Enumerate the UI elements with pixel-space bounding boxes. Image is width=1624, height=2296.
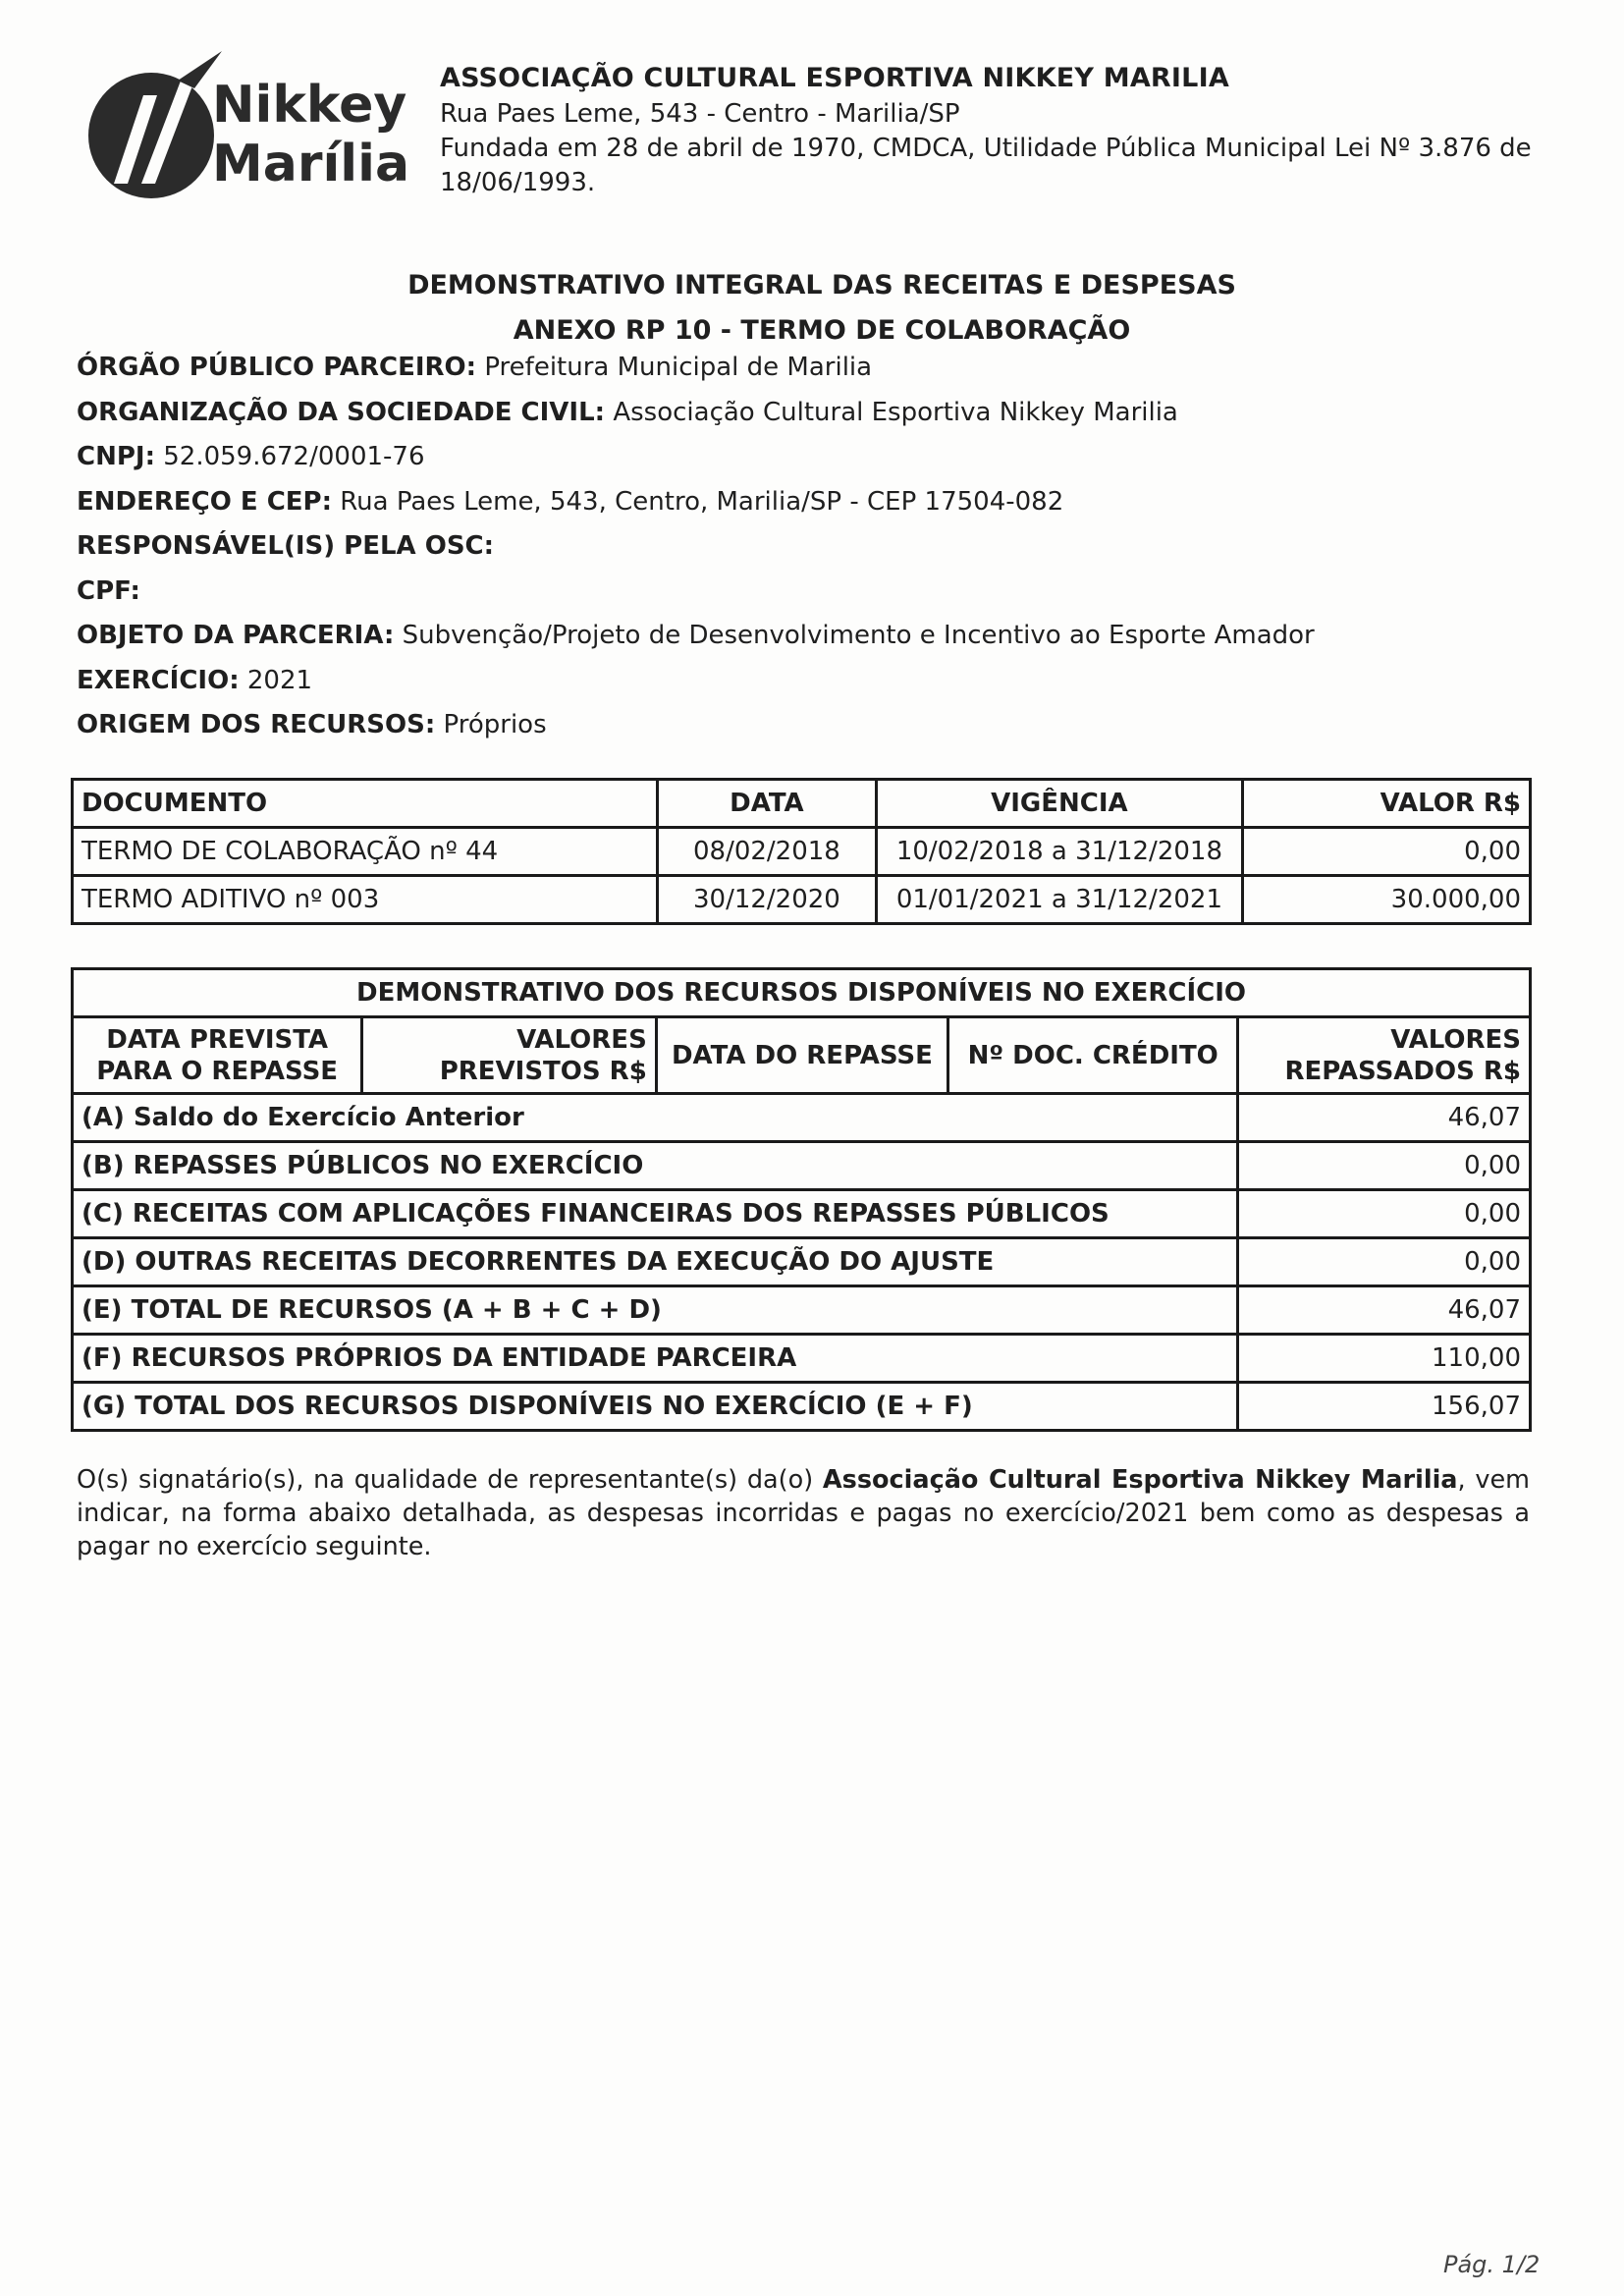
field-label: ORIGEM DOS RECURSOS: bbox=[77, 710, 436, 739]
field-label: CNPJ: bbox=[77, 442, 155, 471]
column-header-line: REPASSADOS R$ bbox=[1284, 1056, 1521, 1086]
document-titles bbox=[0, 263, 1624, 354]
table-row bbox=[73, 1286, 1531, 1335]
field-label: RESPONSÁVEL(IS) PELA OSC: bbox=[77, 531, 495, 561]
table-cell: 08/02/2018 bbox=[657, 828, 877, 876]
resources-table bbox=[71, 967, 1532, 1432]
field-label: EXERCÍCIO: bbox=[77, 665, 240, 695]
table-cell: 01/01/2021 a 31/12/2021 bbox=[877, 876, 1242, 924]
org-header bbox=[440, 63, 1540, 200]
row-label: (A) Saldo do Exercício Anterior bbox=[73, 1094, 1238, 1142]
documents-table bbox=[71, 778, 1532, 925]
nikkey-marilia-logo bbox=[84, 51, 428, 208]
field-value: 52.059.672/0001-76 bbox=[163, 442, 425, 471]
column-header: VIGÊNCIA bbox=[877, 780, 1242, 828]
row-value: 46,07 bbox=[1238, 1094, 1531, 1142]
statement-org-name: Associação Cultural Esportiva Nikkey Marilia bbox=[822, 1465, 1458, 1495]
logo-text-nikkey: Nikkey bbox=[212, 76, 407, 135]
resources-title: DEMONSTRATIVO DOS RECURSOS DISPONÍVEIS NO EXERCÍCIO bbox=[73, 969, 1531, 1017]
row-label: (F) RECURSOS PRÓPRIOS DA ENTIDADE PARCEIRA bbox=[73, 1335, 1238, 1383]
column-header bbox=[73, 1017, 362, 1094]
org-founded-line-2: 18/06/1993. bbox=[440, 168, 596, 197]
row-label: (C) RECEITAS COM APLICAÇÕES FINANCEIRAS DOS REPASSES PÚBLICOS bbox=[73, 1190, 1238, 1238]
table-row bbox=[73, 1142, 1531, 1190]
field-label: OBJETO DA PARCERIA: bbox=[77, 621, 395, 650]
row-value: 110,00 bbox=[1238, 1335, 1531, 1383]
table-header-row bbox=[73, 1017, 1531, 1094]
table-row bbox=[73, 1094, 1531, 1142]
column-header: VALOR R$ bbox=[1242, 780, 1530, 828]
field-value: Próprios bbox=[443, 710, 547, 739]
row-label: (E) TOTAL DE RECURSOS (A + B + C + D) bbox=[73, 1286, 1238, 1335]
logo-text-marilia: Marília bbox=[212, 135, 410, 193]
column-header: DOCUMENTO bbox=[73, 780, 658, 828]
field-cnpj bbox=[77, 435, 1549, 480]
row-label: (G) TOTAL DOS RECURSOS DISPONÍVEIS NO EXERCÍCIO (E + F) bbox=[73, 1383, 1238, 1431]
table-row bbox=[73, 1190, 1531, 1238]
field-value: Rua Paes Leme, 543, Centro, Marilia/SP - CEP 17504-082 bbox=[340, 486, 1064, 517]
table-row bbox=[73, 1335, 1531, 1383]
field-orgao bbox=[77, 346, 1549, 391]
field-label: ÓRGÃO PÚBLICO PARCEIRO: bbox=[77, 353, 477, 382]
field-value: Associação Cultural Esportiva Nikkey Marilia bbox=[613, 397, 1178, 427]
table-cell: 10/02/2018 a 31/12/2018 bbox=[877, 828, 1242, 876]
table-row bbox=[73, 828, 1531, 876]
org-founded-line-1: Fundada em 28 de abril de 1970, CMDCA, Utilidade Pública Municipal Lei Nº 3.876 de bbox=[440, 134, 1532, 163]
row-value: 0,00 bbox=[1238, 1238, 1531, 1286]
table-header-row bbox=[73, 780, 1531, 828]
row-value: 156,07 bbox=[1238, 1383, 1531, 1431]
table-row bbox=[73, 1383, 1531, 1431]
table-cell: 30/12/2020 bbox=[657, 876, 877, 924]
row-value: 46,07 bbox=[1238, 1286, 1531, 1335]
statement-paragraph bbox=[77, 1463, 1530, 1563]
column-header: DATA DO REPASSE bbox=[656, 1017, 947, 1094]
field-cpf bbox=[77, 570, 1549, 615]
field-objeto bbox=[77, 614, 1549, 659]
table-row bbox=[73, 1238, 1531, 1286]
org-address: Rua Paes Leme, 543 - Centro - Marilia/SP bbox=[440, 99, 960, 129]
page-number: Pág. 1/2 bbox=[1443, 2251, 1541, 2278]
field-label: CPF: bbox=[77, 575, 140, 606]
document-title: DEMONSTRATIVO INTEGRAL DAS RECEITAS E DESPESAS bbox=[407, 270, 1236, 301]
field-organizacao bbox=[77, 391, 1549, 436]
column-header-line: DATA PREVISTA bbox=[106, 1024, 329, 1055]
field-label: ENDEREÇO E CEP: bbox=[77, 486, 332, 517]
table-cell: TERMO DE COLABORAÇÃO nº 44 bbox=[73, 828, 658, 876]
field-exercicio bbox=[77, 659, 1549, 704]
org-name: ASSOCIAÇÃO CULTURAL ESPORTIVA NIKKEY MARILIA bbox=[440, 63, 1229, 93]
field-origem bbox=[77, 703, 1549, 748]
column-header: Nº DOC. CRÉDITO bbox=[948, 1017, 1238, 1094]
column-header bbox=[1238, 1017, 1531, 1094]
row-value: 0,00 bbox=[1238, 1142, 1531, 1190]
column-header-line: PREVISTOS R$ bbox=[439, 1056, 647, 1086]
column-header-line: VALORES bbox=[516, 1024, 647, 1055]
column-header-line: PARA O REPASSE bbox=[96, 1056, 339, 1086]
field-endereco bbox=[77, 480, 1549, 525]
field-label: ORGANIZAÇÃO DA SOCIEDADE CIVIL: bbox=[77, 397, 606, 427]
field-responsavel bbox=[77, 524, 1549, 570]
document-subtitle: ANEXO RP 10 - TERMO DE COLABORAÇÃO bbox=[513, 315, 1131, 346]
row-label: (D) OUTRAS RECEITAS DECORRENTES DA EXECUÇÃO DO AJUSTE bbox=[73, 1238, 1238, 1286]
row-value: 0,00 bbox=[1238, 1190, 1531, 1238]
table-title-row bbox=[73, 969, 1531, 1017]
statement-text: , vem indicar, na forma abaixo detalhada, as despesas incorridas e pagas no exercício/2021 bem como as despesas a pagar no exercício seguinte. bbox=[77, 1465, 1530, 1561]
column-header-line: VALORES bbox=[1390, 1024, 1521, 1055]
table-cell: 0,00 bbox=[1242, 828, 1530, 876]
field-value: Subvenção/Projeto de Desenvolvimento e Incentivo ao Esporte Amador bbox=[402, 621, 1315, 650]
row-label: (B) REPASSES PÚBLICOS NO EXERCÍCIO bbox=[73, 1142, 1238, 1190]
table-cell: TERMO ADITIVO nº 003 bbox=[73, 876, 658, 924]
field-value: 2021 bbox=[246, 665, 313, 695]
field-value: Prefeitura Municipal de Marilia bbox=[484, 353, 873, 382]
table-row bbox=[73, 876, 1531, 924]
info-fields bbox=[77, 346, 1549, 748]
column-header bbox=[362, 1017, 656, 1094]
table-cell: 30.000,00 bbox=[1242, 876, 1530, 924]
column-header: DATA bbox=[657, 780, 877, 828]
statement-text: O(s) signatário(s), na qualidade de representante(s) da(o) bbox=[77, 1465, 823, 1495]
